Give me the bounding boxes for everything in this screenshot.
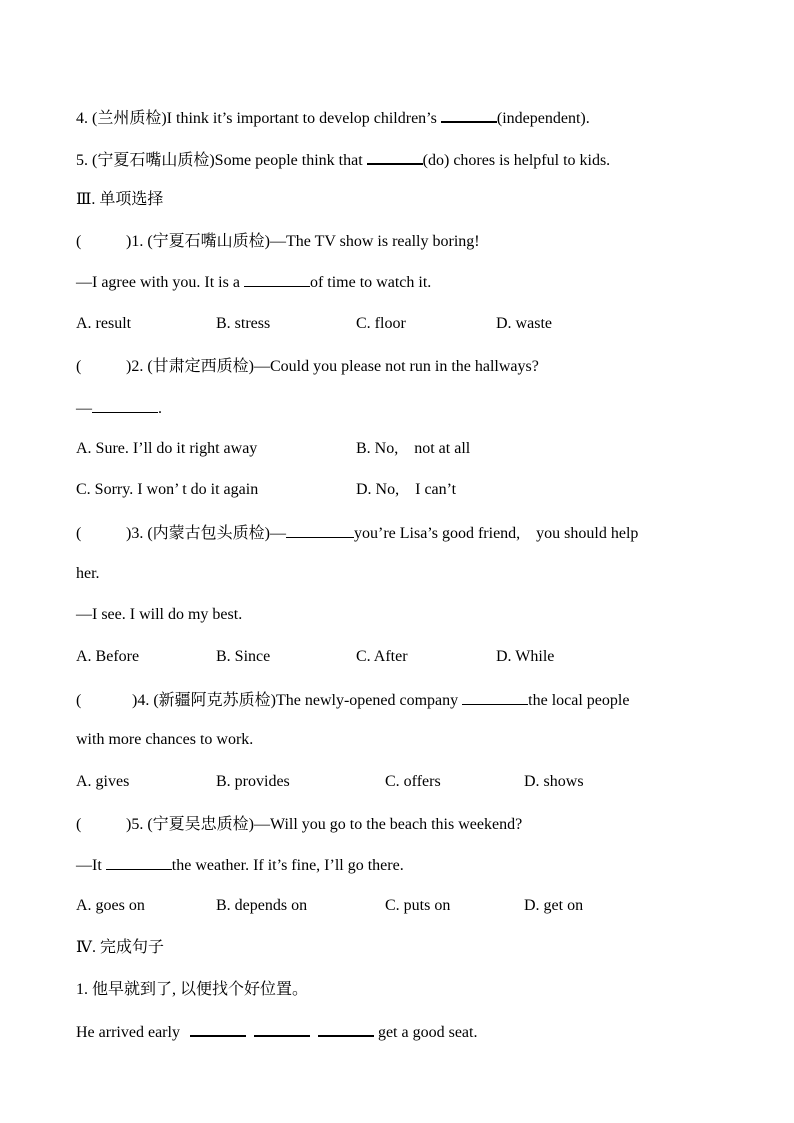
option-a[interactable]: A. goes on bbox=[76, 897, 145, 914]
option-d[interactable]: D. No, I can’t bbox=[356, 481, 457, 498]
answer-blank[interactable] bbox=[441, 107, 497, 123]
option-b[interactable]: B. stress bbox=[216, 315, 271, 332]
answer-blank[interactable] bbox=[254, 1021, 310, 1037]
answer-paren[interactable]: ( bbox=[76, 233, 82, 250]
source-tag: (宁夏吴忠质检) bbox=[147, 816, 254, 833]
source-tag: (新疆阿克苏质检) bbox=[153, 692, 276, 709]
question-5-reply: —It the weather. If it’s fine, I’ll go there. bbox=[76, 857, 404, 874]
source-tag: (宁夏石嘴山质检) bbox=[92, 152, 215, 169]
answer-blank[interactable] bbox=[367, 149, 423, 165]
question-1-reply: —I agree with you. It is a of time to watch it. bbox=[76, 274, 432, 291]
answer-blank[interactable] bbox=[462, 690, 528, 705]
option-a[interactable]: A. Sure. I’ll do it right away bbox=[76, 440, 258, 457]
sentence-1-chinese: 1. 他早就到了, 以便找个好位置。 bbox=[76, 981, 309, 998]
option-a[interactable]: A. gives bbox=[76, 773, 130, 790]
answer-blank[interactable] bbox=[106, 855, 172, 870]
option-c[interactable]: C. offers bbox=[385, 773, 441, 790]
section-title-3: Ⅲ. 单项选择 bbox=[76, 191, 164, 208]
question-2-reply: — . bbox=[76, 400, 162, 417]
fill-item-4: 4. (兰州质检)I think it’s important to develop children’s (independent). bbox=[76, 107, 590, 129]
fill-item-5: 5. (宁夏石嘴山质检)Some people think that (do) chores is helpful to kids. bbox=[76, 149, 610, 171]
option-c[interactable]: C. puts on bbox=[385, 897, 451, 914]
question-3-reply: —I see. I will do my best. bbox=[76, 606, 243, 623]
question-5: ( )5. (宁夏吴忠质检)—Will you go to the beach this weekend? bbox=[76, 816, 523, 833]
question-2: ( )2. (甘肃定西质检)—Could you please not run in the hallways? bbox=[76, 358, 539, 375]
answer-paren[interactable]: ( bbox=[76, 816, 82, 833]
question-3: ( )3. (内蒙古包头质检)— you’re Lisa’s good friend, you should help bbox=[76, 525, 639, 542]
option-b[interactable]: B. Since bbox=[216, 648, 271, 665]
option-c[interactable]: C. Sorry. I won’ t do it again bbox=[76, 481, 259, 498]
answer-paren[interactable]: ( bbox=[76, 692, 82, 709]
source-tag: (甘肃定西质检) bbox=[147, 358, 254, 375]
question-4-cont: with more chances to work. bbox=[76, 731, 254, 748]
question-1: ( )1. (宁夏石嘴山质检)—The TV show is really boring! bbox=[76, 233, 480, 250]
option-a[interactable]: A. Before bbox=[76, 648, 140, 665]
option-b[interactable]: B. No, not at all bbox=[356, 440, 471, 457]
answer-blank[interactable] bbox=[244, 272, 310, 287]
answer-blank[interactable] bbox=[318, 1021, 374, 1037]
question-4: ( )4. (新疆阿克苏质检)The newly-opened company the local people bbox=[76, 692, 630, 709]
option-d[interactable]: D. waste bbox=[496, 315, 552, 332]
answer-paren[interactable]: ( bbox=[76, 525, 82, 542]
answer-paren[interactable]: ( bbox=[76, 358, 82, 375]
option-d[interactable]: D. shows bbox=[524, 773, 584, 790]
option-a[interactable]: A. result bbox=[76, 315, 132, 332]
option-d[interactable]: D. get on bbox=[524, 897, 584, 914]
option-d[interactable]: D. While bbox=[496, 648, 555, 665]
sentence-1-english: He arrived early get a good seat. bbox=[76, 1021, 477, 1043]
option-b[interactable]: B. provides bbox=[216, 773, 290, 790]
source-tag: (兰州质检) bbox=[92, 110, 167, 127]
option-c[interactable]: C. floor bbox=[356, 315, 406, 332]
answer-blank[interactable] bbox=[190, 1021, 246, 1037]
answer-blank[interactable] bbox=[286, 523, 354, 538]
source-tag: (内蒙古包头质检) bbox=[147, 525, 270, 542]
source-tag: (宁夏石嘴山质检) bbox=[147, 233, 270, 250]
answer-blank[interactable] bbox=[92, 398, 158, 413]
option-b[interactable]: B. depends on bbox=[216, 897, 308, 914]
option-c[interactable]: C. After bbox=[356, 648, 408, 665]
question-3-cont: her. bbox=[76, 565, 100, 582]
section-title-4: Ⅳ. 完成句子 bbox=[76, 939, 164, 956]
